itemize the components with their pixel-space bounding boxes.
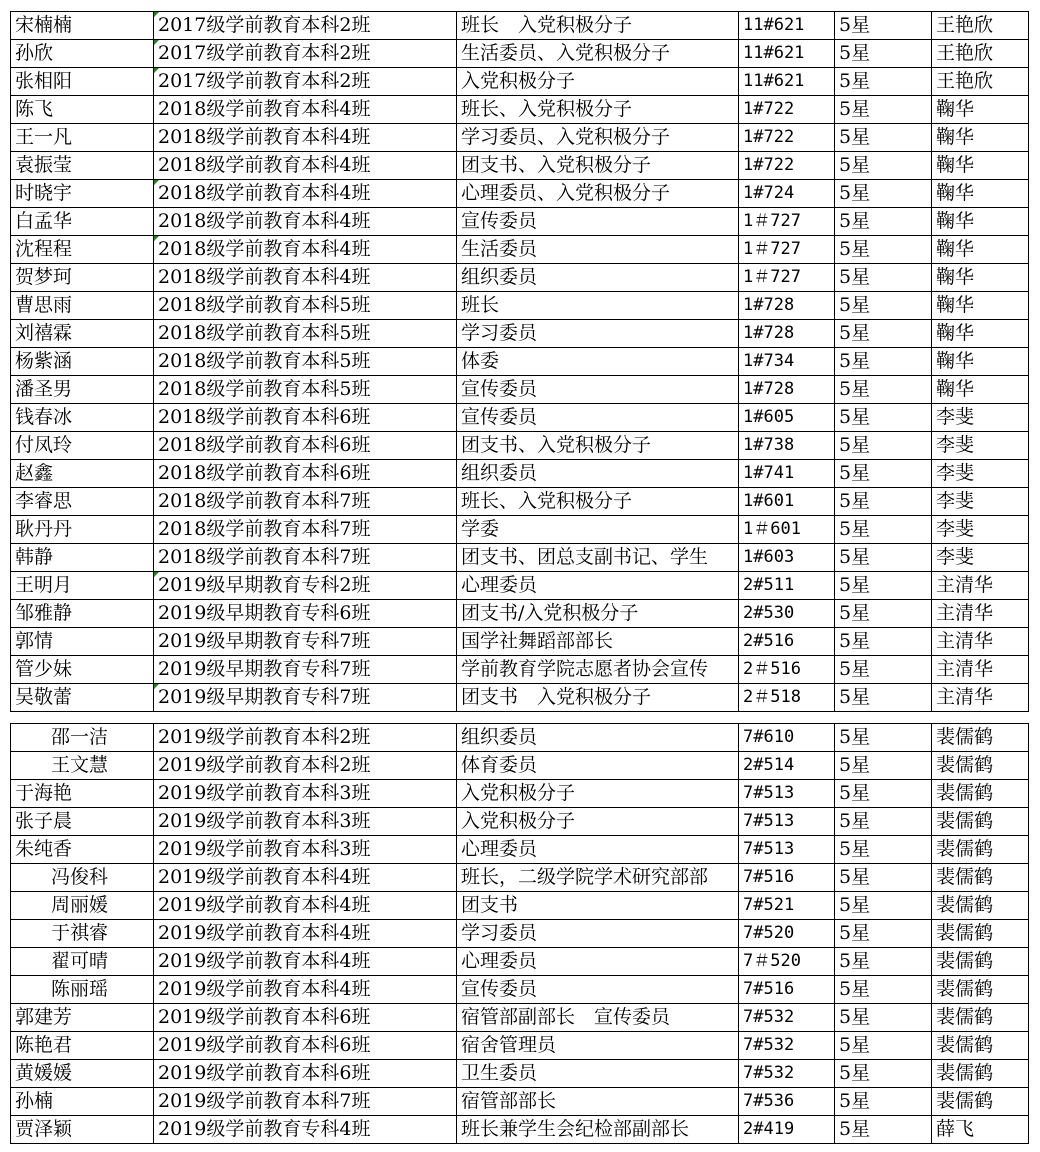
class-cell[interactable]: 2019级学前教育本科4班 (154, 948, 457, 976)
teacher-cell[interactable]: 鞠华 (932, 208, 1029, 236)
dorm-room-cell[interactable]: 1#741 (739, 460, 835, 488)
class-cell[interactable]: 2017级学前教育本科2班 (154, 68, 457, 96)
star-rating-cell[interactable]: 5星 (835, 12, 932, 40)
student-name-cell[interactable]: 冯俊科 (11, 864, 154, 892)
student-name-cell[interactable]: 袁振莹 (11, 152, 154, 180)
star-rating-cell[interactable]: 5星 (835, 488, 932, 516)
teacher-cell[interactable]: 裴儒鹤 (932, 1004, 1029, 1032)
role-cell[interactable]: 团支书、入党积极分子 (457, 432, 739, 460)
role-cell[interactable]: 组织委员 (457, 724, 739, 752)
table-row (11, 96, 1029, 124)
table-row (11, 488, 1029, 516)
class-cell[interactable]: 2018级学前教育本科6班 (154, 460, 457, 488)
table-row (11, 1088, 1029, 1116)
student-name-cell[interactable]: 张相阳 (11, 68, 154, 96)
table-row (11, 152, 1029, 180)
teacher-cell[interactable]: 主清华 (932, 656, 1029, 684)
role-cell[interactable]: 学委 (457, 516, 739, 544)
dorm-room-cell[interactable]: 11#621 (739, 68, 835, 96)
teacher-cell[interactable]: 主清华 (932, 684, 1029, 712)
class-cell[interactable]: 2018级学前教育本科7班 (154, 488, 457, 516)
role-cell[interactable]: 心理委员 (457, 948, 739, 976)
class-cell[interactable]: 2019级学前教育本科6班 (154, 1004, 457, 1032)
teacher-cell[interactable]: 裴儒鹤 (932, 780, 1029, 808)
dorm-room-cell[interactable]: 1#601 (739, 488, 835, 516)
role-cell[interactable]: 班长兼学生会纪检部副部长 (457, 1116, 739, 1144)
dorm-room-cell[interactable]: 7#532 (739, 1060, 835, 1088)
table-row (11, 684, 1029, 712)
student-name-cell[interactable]: 于海艳 (11, 780, 154, 808)
dorm-room-cell[interactable]: 11#621 (739, 12, 835, 40)
class-cell[interactable]: 2018级学前教育本科4班 (154, 96, 457, 124)
class-cell[interactable]: 2019级早期教育专科7班 (154, 656, 457, 684)
table-row (11, 724, 1029, 752)
star-rating-cell[interactable]: 5星 (835, 808, 932, 836)
star-rating-cell[interactable]: 5星 (835, 1004, 932, 1032)
table-row (11, 976, 1029, 1004)
table-row (11, 780, 1029, 808)
teacher-cell[interactable]: 鞠华 (932, 292, 1029, 320)
student-name-cell[interactable]: 贺梦珂 (11, 264, 154, 292)
teacher-cell[interactable]: 李斐 (932, 432, 1029, 460)
dorm-room-cell[interactable]: 2#530 (739, 600, 835, 628)
teacher-cell[interactable]: 王艳欣 (932, 12, 1029, 40)
teacher-cell[interactable]: 裴儒鹤 (932, 1060, 1029, 1088)
star-rating-cell[interactable]: 5星 (835, 236, 932, 264)
role-cell[interactable]: 组织委员 (457, 264, 739, 292)
role-cell[interactable]: 班长 入党积极分子 (457, 12, 739, 40)
table-row (11, 600, 1029, 628)
teacher-cell[interactable]: 裴儒鹤 (932, 920, 1029, 948)
star-rating-cell[interactable]: 5星 (835, 976, 932, 1004)
student-name-cell[interactable]: 邹雅静 (11, 600, 154, 628)
teacher-cell[interactable]: 李斐 (932, 460, 1029, 488)
role-cell[interactable]: 学前教育学院志愿者协会宣传 (457, 656, 739, 684)
star-rating-cell[interactable]: 5星 (835, 96, 932, 124)
star-rating-cell[interactable]: 5星 (835, 124, 932, 152)
student-name-cell[interactable]: 李睿思 (11, 488, 154, 516)
student-name-cell[interactable]: 陈飞 (11, 96, 154, 124)
table-row (11, 124, 1029, 152)
star-rating-cell[interactable]: 5星 (835, 920, 932, 948)
table-row (11, 808, 1029, 836)
table-row (11, 948, 1029, 976)
star-rating-cell[interactable]: 5星 (835, 432, 932, 460)
dorm-room-cell[interactable]: 2#511 (739, 572, 835, 600)
class-cell[interactable]: 2019级早期教育专科6班 (154, 600, 457, 628)
table-row (11, 236, 1029, 264)
teacher-cell[interactable]: 李斐 (932, 404, 1029, 432)
table-row (11, 320, 1029, 348)
table-row (11, 348, 1029, 376)
role-cell[interactable]: 组织委员 (457, 460, 739, 488)
student-name-cell[interactable]: 付凤玲 (11, 432, 154, 460)
role-cell[interactable]: 宿管部部长 (457, 1088, 739, 1116)
role-cell[interactable]: 宣传委员 (457, 976, 739, 1004)
role-cell[interactable]: 班长、入党积极分子 (457, 488, 739, 516)
dorm-room-cell[interactable]: 7#513 (739, 780, 835, 808)
dorm-room-cell[interactable]: 1#734 (739, 348, 835, 376)
star-rating-cell[interactable]: 5星 (835, 1032, 932, 1060)
table-row (11, 376, 1029, 404)
dorm-room-cell[interactable]: 1＃727 (739, 264, 835, 292)
teacher-cell[interactable]: 鞠华 (932, 348, 1029, 376)
star-rating-cell[interactable]: 5星 (835, 836, 932, 864)
class-cell[interactable]: 2019级学前教育本科3班 (154, 836, 457, 864)
class-cell[interactable]: 2018级学前教育本科7班 (154, 516, 457, 544)
dorm-room-cell[interactable]: 7#513 (739, 808, 835, 836)
star-rating-cell[interactable]: 5星 (835, 780, 932, 808)
dorm-room-cell[interactable]: 1＃601 (739, 516, 835, 544)
teacher-cell[interactable]: 裴儒鹤 (932, 724, 1029, 752)
class-cell[interactable]: 2018级学前教育本科6班 (154, 404, 457, 432)
student-name-cell[interactable]: 孙楠 (11, 1088, 154, 1116)
role-cell[interactable]: 学习委员 (457, 320, 739, 348)
table-row (11, 208, 1029, 236)
class-cell[interactable]: 2019级学前教育本科2班 (154, 724, 457, 752)
class-cell[interactable]: 2019级早期教育专科7班 (154, 684, 457, 712)
class-cell[interactable]: 2017级学前教育本科2班 (154, 12, 457, 40)
star-rating-cell[interactable]: 5星 (835, 180, 932, 208)
class-cell[interactable]: 2018级学前教育本科5班 (154, 348, 457, 376)
class-cell[interactable]: 2018级学前教育本科4班 (154, 180, 457, 208)
student-name-cell[interactable]: 时晓宇 (11, 180, 154, 208)
dorm-room-cell[interactable]: 7#520 (739, 920, 835, 948)
class-cell[interactable]: 2019级早期教育专科2班 (154, 572, 457, 600)
role-cell[interactable]: 心理委员、入党积极分子 (457, 180, 739, 208)
role-cell[interactable]: 入党积极分子 (457, 68, 739, 96)
student-name-cell[interactable]: 郭情 (11, 628, 154, 656)
role-cell[interactable]: 心理委员 (457, 572, 739, 600)
teacher-cell[interactable]: 裴儒鹤 (932, 892, 1029, 920)
role-cell[interactable]: 体委 (457, 348, 739, 376)
teacher-cell[interactable]: 鞠华 (932, 320, 1029, 348)
star-rating-cell[interactable]: 5星 (835, 404, 932, 432)
role-cell[interactable]: 团支书/入党积极分子 (457, 600, 739, 628)
teacher-cell[interactable]: 鞠华 (932, 236, 1029, 264)
teacher-cell[interactable]: 主清华 (932, 572, 1029, 600)
table-row (11, 264, 1029, 292)
dorm-room-cell[interactable]: 7#513 (739, 836, 835, 864)
student-name-cell[interactable]: 邵一洁 (11, 724, 154, 752)
student-name-cell[interactable]: 潘圣男 (11, 376, 154, 404)
star-rating-cell[interactable]: 5星 (835, 320, 932, 348)
teacher-cell[interactable]: 裴儒鹤 (932, 752, 1029, 780)
dorm-room-cell[interactable]: 2#514 (739, 752, 835, 780)
student-name-cell[interactable]: 王文慧 (11, 752, 154, 780)
dorm-room-cell[interactable]: 7#521 (739, 892, 835, 920)
role-cell[interactable]: 宣传委员 (457, 208, 739, 236)
table-row (11, 752, 1029, 780)
table-row (11, 656, 1029, 684)
table-row (11, 516, 1029, 544)
role-cell[interactable]: 体育委员 (457, 752, 739, 780)
class-cell[interactable]: 2019级学前教育本科6班 (154, 1060, 457, 1088)
star-rating-cell[interactable]: 5星 (835, 544, 932, 572)
role-cell[interactable]: 宣传委员 (457, 376, 739, 404)
dorm-room-cell[interactable]: 7#516 (739, 864, 835, 892)
student-name-cell[interactable]: 陈艳君 (11, 1032, 154, 1060)
dorm-room-cell[interactable]: 1#728 (739, 292, 835, 320)
dorm-room-cell[interactable]: 1#728 (739, 320, 835, 348)
star-rating-cell[interactable]: 5星 (835, 684, 932, 712)
class-cell[interactable]: 2019级学前教育专科4班 (154, 1116, 457, 1144)
student-name-cell[interactable]: 管少妹 (11, 656, 154, 684)
star-rating-cell[interactable]: 5星 (835, 656, 932, 684)
dorm-room-cell[interactable]: 1#738 (739, 432, 835, 460)
table-row (11, 892, 1029, 920)
table-row (11, 432, 1029, 460)
teacher-cell[interactable]: 主清华 (932, 600, 1029, 628)
dorm-room-cell[interactable]: 7#532 (739, 1004, 835, 1032)
student-name-cell[interactable]: 贾泽颖 (11, 1116, 154, 1144)
teacher-cell[interactable]: 李斐 (932, 544, 1029, 572)
star-rating-cell[interactable]: 5星 (835, 152, 932, 180)
student-name-cell[interactable]: 王一凡 (11, 124, 154, 152)
teacher-cell[interactable]: 裴儒鹤 (932, 808, 1029, 836)
star-rating-cell[interactable]: 5星 (835, 376, 932, 404)
teacher-cell[interactable]: 裴儒鹤 (932, 976, 1029, 1004)
dorm-room-cell[interactable]: 1#722 (739, 96, 835, 124)
class-cell[interactable]: 2018级学前教育本科5班 (154, 376, 457, 404)
dorm-room-cell[interactable]: 1#603 (739, 544, 835, 572)
class-cell[interactable]: 2018级学前教育本科4班 (154, 264, 457, 292)
table-row (11, 1004, 1029, 1032)
class-cell[interactable]: 2019级早期教育专科7班 (154, 628, 457, 656)
class-cell[interactable]: 2019级学前教育本科4班 (154, 976, 457, 1004)
star-rating-cell[interactable]: 5星 (835, 892, 932, 920)
student-name-cell[interactable]: 孙欣 (11, 40, 154, 68)
dorm-room-cell[interactable]: 7#610 (739, 724, 835, 752)
star-rating-cell[interactable]: 5星 (835, 1060, 932, 1088)
dorm-room-cell[interactable]: 7#516 (739, 976, 835, 1004)
student-name-cell[interactable]: 赵鑫 (11, 460, 154, 488)
role-cell[interactable]: 团支书 (457, 892, 739, 920)
dorm-room-cell[interactable]: 1#724 (739, 180, 835, 208)
dorm-room-cell[interactable]: 1#605 (739, 404, 835, 432)
teacher-cell[interactable]: 裴儒鹤 (932, 948, 1029, 976)
dorm-room-cell[interactable]: 2＃516 (739, 656, 835, 684)
student-name-cell[interactable]: 杨紫涵 (11, 348, 154, 376)
teacher-cell[interactable]: 主清华 (932, 628, 1029, 656)
class-cell[interactable]: 2018级学前教育本科4班 (154, 124, 457, 152)
student-table-1 (10, 11, 1029, 712)
role-cell[interactable]: 生活委员、入党积极分子 (457, 40, 739, 68)
student-name-cell[interactable]: 曹思雨 (11, 292, 154, 320)
class-cell[interactable]: 2018级学前教育本科6班 (154, 432, 457, 460)
teacher-cell[interactable]: 裴儒鹤 (932, 1088, 1029, 1116)
star-rating-cell[interactable]: 5星 (835, 572, 932, 600)
student-name-cell[interactable]: 于祺睿 (11, 920, 154, 948)
teacher-cell[interactable]: 薛飞 (932, 1116, 1029, 1144)
dorm-room-cell[interactable]: 7＃520 (739, 948, 835, 976)
class-cell[interactable]: 2018级学前教育本科7班 (154, 544, 457, 572)
table-row (11, 12, 1029, 40)
student-name-cell[interactable]: 韩静 (11, 544, 154, 572)
role-cell[interactable]: 学习委员 (457, 920, 739, 948)
star-rating-cell[interactable]: 5星 (835, 600, 932, 628)
table-row (11, 920, 1029, 948)
class-cell[interactable]: 2019级学前教育本科7班 (154, 1088, 457, 1116)
student-name-cell[interactable]: 钱春冰 (11, 404, 154, 432)
student-name-cell[interactable]: 宋楠楠 (11, 12, 154, 40)
student-name-cell[interactable]: 周丽媛 (11, 892, 154, 920)
dorm-room-cell[interactable]: 1#728 (739, 376, 835, 404)
role-cell[interactable]: 宣传委员 (457, 404, 739, 432)
table-row (11, 460, 1029, 488)
role-cell[interactable]: 宿管部副部长 宣传委员 (457, 1004, 739, 1032)
table-row (11, 292, 1029, 320)
class-cell[interactable]: 2018级学前教育本科5班 (154, 320, 457, 348)
table-row (11, 864, 1029, 892)
star-rating-cell[interactable]: 5星 (835, 864, 932, 892)
teacher-cell[interactable]: 鞠华 (932, 124, 1029, 152)
teacher-cell[interactable]: 鞠华 (932, 376, 1029, 404)
star-rating-cell[interactable]: 5星 (835, 1088, 932, 1116)
student-name-cell[interactable]: 黄媛媛 (11, 1060, 154, 1088)
student-name-cell[interactable]: 郭建芳 (11, 1004, 154, 1032)
role-cell[interactable]: 宿舍管理员 (457, 1032, 739, 1060)
class-cell[interactable]: 2018级学前教育本科4班 (154, 152, 457, 180)
table-row (11, 544, 1029, 572)
star-rating-cell[interactable]: 5星 (835, 208, 932, 236)
table-row (11, 572, 1029, 600)
star-rating-cell[interactable]: 5星 (835, 724, 932, 752)
table-row (11, 40, 1029, 68)
star-rating-cell[interactable]: 5星 (835, 628, 932, 656)
class-cell[interactable]: 2019级学前教育本科2班 (154, 752, 457, 780)
table-row (11, 404, 1029, 432)
teacher-cell[interactable]: 裴儒鹤 (932, 864, 1029, 892)
teacher-cell[interactable]: 裴儒鹤 (932, 836, 1029, 864)
teacher-cell[interactable]: 鞠华 (932, 96, 1029, 124)
class-cell[interactable]: 2018级学前教育本科4班 (154, 208, 457, 236)
class-cell[interactable]: 2019级学前教育本科4班 (154, 892, 457, 920)
star-rating-cell[interactable]: 5星 (835, 292, 932, 320)
star-rating-cell[interactable]: 5星 (835, 516, 932, 544)
star-rating-cell[interactable]: 5星 (835, 68, 932, 96)
student-name-cell[interactable]: 张子晨 (11, 808, 154, 836)
dorm-room-cell[interactable]: 2#419 (739, 1116, 835, 1144)
class-cell[interactable]: 2019级学前教育本科3班 (154, 780, 457, 808)
table-row (11, 628, 1029, 656)
class-cell[interactable]: 2019级学前教育本科6班 (154, 1032, 457, 1060)
dorm-room-cell[interactable]: 7#536 (739, 1088, 835, 1116)
role-cell[interactable]: 卫生委员 (457, 1060, 739, 1088)
student-name-cell[interactable]: 刘禧霖 (11, 320, 154, 348)
role-cell[interactable]: 国学社舞蹈部部长 (457, 628, 739, 656)
star-rating-cell[interactable]: 5星 (835, 460, 932, 488)
class-cell[interactable]: 2019级学前教育本科4班 (154, 864, 457, 892)
student-name-cell[interactable]: 陈丽瑶 (11, 976, 154, 1004)
student-table-2 (10, 723, 1029, 1144)
star-rating-cell[interactable]: 5星 (835, 948, 932, 976)
role-cell[interactable]: 班长，二级学院学术研究部部 (457, 864, 739, 892)
student-name-cell[interactable]: 翟可晴 (11, 948, 154, 976)
star-rating-cell[interactable]: 5星 (835, 40, 932, 68)
student-name-cell[interactable]: 耿丹丹 (11, 516, 154, 544)
dorm-room-cell[interactable]: 2#516 (739, 628, 835, 656)
star-rating-cell[interactable]: 5星 (835, 752, 932, 780)
star-rating-cell[interactable]: 5星 (835, 1116, 932, 1144)
role-cell[interactable]: 团支书、入党积极分子 (457, 152, 739, 180)
class-cell[interactable]: 2018级学前教育本科5班 (154, 292, 457, 320)
role-cell[interactable]: 心理委员 (457, 836, 739, 864)
dorm-room-cell[interactable]: 11#621 (739, 40, 835, 68)
class-cell[interactable]: 2019级学前教育本科4班 (154, 920, 457, 948)
role-cell[interactable]: 生活委员 (457, 236, 739, 264)
class-cell[interactable]: 2017级学前教育本科2班 (154, 40, 457, 68)
student-name-cell[interactable]: 吴敬蕾 (11, 684, 154, 712)
teacher-cell[interactable]: 李斐 (932, 516, 1029, 544)
role-cell[interactable]: 团支书 入党积极分子 (457, 684, 739, 712)
teacher-cell[interactable]: 鞠华 (932, 152, 1029, 180)
dorm-room-cell[interactable]: 2＃518 (739, 684, 835, 712)
teacher-cell[interactable]: 王艳欣 (932, 40, 1029, 68)
table-row (11, 1116, 1029, 1144)
dorm-room-cell[interactable]: 1＃727 (739, 208, 835, 236)
student-name-cell[interactable]: 王明月 (11, 572, 154, 600)
dorm-room-cell[interactable]: 7#532 (739, 1032, 835, 1060)
star-rating-cell[interactable]: 5星 (835, 264, 932, 292)
table-row (11, 1032, 1029, 1060)
student-name-cell[interactable]: 朱纯香 (11, 836, 154, 864)
role-cell[interactable]: 学习委员、入党积极分子 (457, 124, 739, 152)
role-cell[interactable]: 班长 (457, 292, 739, 320)
teacher-cell[interactable]: 鞠华 (932, 180, 1029, 208)
teacher-cell[interactable]: 鞠华 (932, 264, 1029, 292)
role-cell[interactable]: 班长、入党积极分子 (457, 96, 739, 124)
class-cell[interactable]: 2018级学前教育本科4班 (154, 236, 457, 264)
table-row (11, 836, 1029, 864)
teacher-cell[interactable]: 李斐 (932, 488, 1029, 516)
dorm-room-cell[interactable]: 1＃727 (739, 236, 835, 264)
role-cell[interactable]: 团支书、团总支副书记、学生 (457, 544, 739, 572)
star-rating-cell[interactable]: 5星 (835, 348, 932, 376)
role-cell[interactable]: 入党积极分子 (457, 780, 739, 808)
table-row (11, 68, 1029, 96)
role-cell[interactable]: 入党积极分子 (457, 808, 739, 836)
dorm-room-cell[interactable]: 1#722 (739, 152, 835, 180)
student-name-cell[interactable]: 沈程程 (11, 236, 154, 264)
class-cell[interactable]: 2019级学前教育本科3班 (154, 808, 457, 836)
student-name-cell[interactable]: 白孟华 (11, 208, 154, 236)
teacher-cell[interactable]: 王艳欣 (932, 68, 1029, 96)
table-row (11, 180, 1029, 208)
teacher-cell[interactable]: 裴儒鹤 (932, 1032, 1029, 1060)
dorm-room-cell[interactable]: 1#722 (739, 124, 835, 152)
table-row (11, 1060, 1029, 1088)
